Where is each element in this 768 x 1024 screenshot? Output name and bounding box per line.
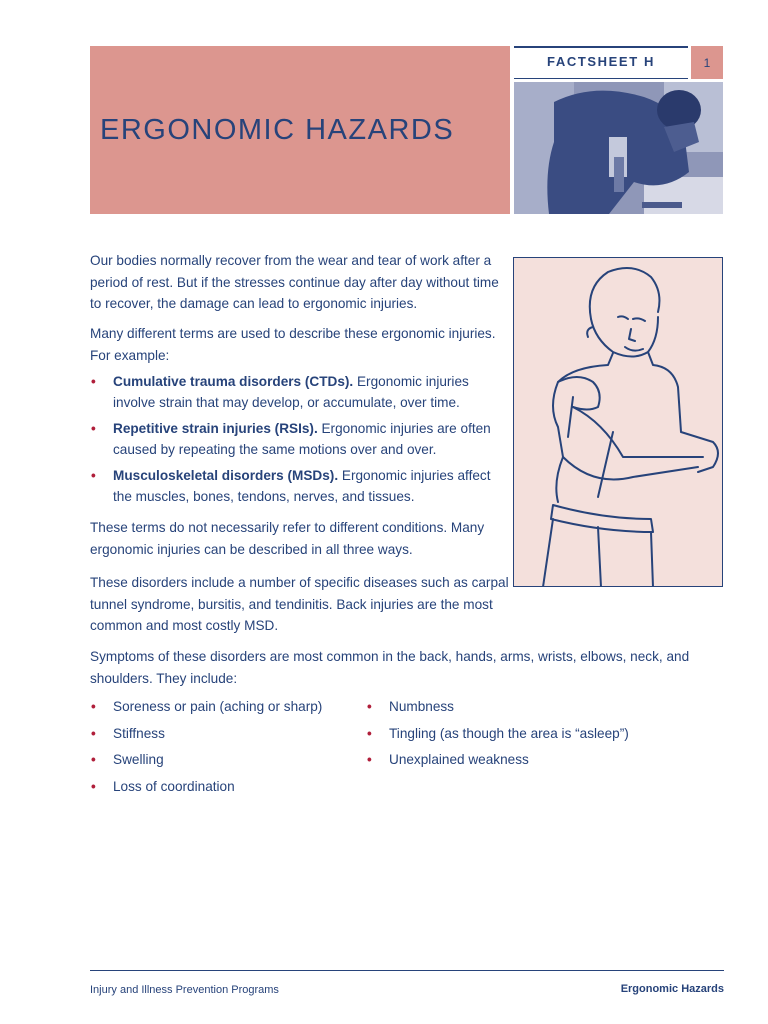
bullet-icon: •: [367, 752, 372, 767]
symptom-text: Tingling (as though the area is “asleep”): [389, 725, 629, 741]
term-description: Ergonomic injuries are often caused by repeating the same motions over and over.: [113, 421, 491, 457]
list-item: [366, 696, 686, 717]
bullet-icon: •: [91, 468, 96, 483]
list-item: [366, 749, 686, 770]
list-item: [90, 371, 500, 413]
footer-program-name: Injury and Illness Prevention Programs: [90, 984, 279, 996]
list-item: [90, 723, 350, 744]
body-paragraph-terms: These terms do not necessarily refer to different conditions. Many ergonomic injuries can be described in all three ways.: [90, 520, 485, 557]
page-number-box: [691, 46, 723, 79]
intro-paragraph-1: Our bodies normally recover from the wear and tear of work after a period of rest. But if the stresses continue day after day without time to recover, the damage can lead to ergonomic injuries.: [90, 253, 499, 311]
symptom-text: Stiffness: [113, 725, 165, 741]
shoulder-pain-illustration: [513, 257, 723, 587]
bullet-icon: •: [91, 752, 96, 767]
list-item: [90, 749, 350, 770]
symptoms-list-right: [366, 696, 686, 776]
worker-photo: [514, 82, 723, 214]
bullet-icon: •: [367, 725, 372, 741]
symptom-text: Swelling: [113, 752, 164, 767]
bullet-icon: •: [91, 725, 96, 741]
bullet-icon: •: [91, 778, 96, 794]
term-description: Ergonomic injuries involve strain that may develop, or accumulate, over time.: [113, 374, 469, 410]
list-item: [366, 723, 686, 744]
term-label: Repetitive strain injuries (RSIs).: [113, 421, 318, 436]
symptom-text: Loss of coordination: [113, 778, 235, 794]
symptom-text: Numbness: [389, 699, 454, 714]
term-label: Musculoskeletal disorders (MSDs).: [113, 468, 339, 483]
list-item: [90, 465, 500, 507]
footer-rule: [90, 970, 724, 971]
factsheet-rule-top: [514, 46, 688, 48]
page-title: ERGONOMIC HAZARDS: [100, 114, 455, 146]
bullet-icon: •: [367, 699, 372, 714]
list-item: [90, 696, 350, 717]
term-description: Ergonomic injuries affect the muscles, bones, tendons, nerves, and tissues.: [113, 468, 491, 504]
factsheet-rule-bottom: [514, 78, 688, 79]
list-item: [90, 776, 350, 797]
symptom-text: Unexplained weakness: [389, 752, 529, 767]
footer-section-name: Ergonomic Hazards: [620, 983, 724, 995]
factsheet-label: FACTSHEET H: [547, 54, 655, 69]
term-label: Cumulative trauma disorders (CTDs).: [113, 374, 354, 389]
body-paragraph-diseases: These disorders include a number of specific diseases such as carpal tunnel syndrome, bursitis, and tendinitis. Back injuries are the most common and most costly MSD.: [90, 575, 509, 633]
symptom-text: Soreness or pain (aching or sharp): [113, 699, 323, 714]
intro-paragraph-2: Many different terms are used to describe these ergonomic injuries. For example:: [90, 326, 496, 363]
bullet-icon: •: [91, 699, 96, 714]
body-paragraph-symptoms: Symptoms of these disorders are most common in the back, hands, arms, wrists, elbows, neck, and shoulders. They include:: [90, 649, 690, 686]
symptoms-list-left: [90, 696, 350, 802]
page-number: 1: [703, 55, 711, 70]
bullet-icon: •: [91, 421, 96, 436]
terms-list: [90, 371, 500, 512]
list-item: [90, 418, 500, 460]
bullet-icon: •: [91, 374, 96, 389]
